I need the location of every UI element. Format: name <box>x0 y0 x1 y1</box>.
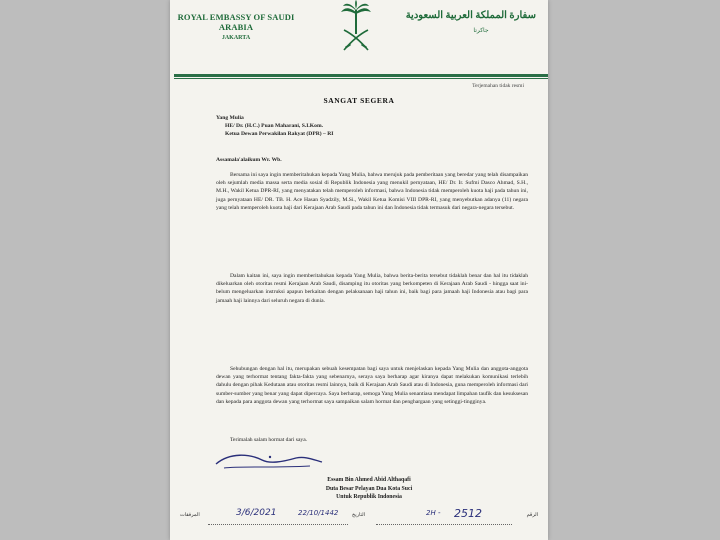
palm-swords-emblem-icon <box>336 0 376 58</box>
body-paragraph-2: Dalam kaitan ini, saya ingin memberitahukan kepada Yang Mulia, bahwa berita-berita tersebut tidaklah benar dan hal itu tidaklah dikeluarkan oleh otoritas resmi Kerajaan Arab Saudi, disamping itu otoritas yang berkompeten di Kerajaan Arab Saudi - hingga saat ini- belum mengeluarkan instruksi apapun berkaitan dengan pelaksanaan haji tahun ini, baik bagi para jamaah haji Indonesia atau bagi para jamaah haji lainnya dari seluruh negara di dunia. <box>216 273 528 304</box>
recipient-title: Ketua Dewan Perwakilan Rakyat (DPR) – RI <box>225 131 334 138</box>
date-label: التاريخ <box>352 513 365 518</box>
hijri-date: 22/10/1442 <box>298 509 339 517</box>
greeting: Assamala'alaikum Wr. Wb. <box>216 157 282 163</box>
letter-subject: SANGAT SEGERA <box>323 96 395 105</box>
embassy-city: JAKARTA <box>221 35 251 41</box>
recipient-address <box>216 114 528 139</box>
number-line <box>376 524 512 525</box>
attachments-label: المرفقات <box>180 513 200 518</box>
letter-footer <box>180 507 538 530</box>
reference-prefix: 2H - <box>426 509 441 517</box>
signer-country: Untuk Republik Indonesia <box>336 494 402 500</box>
handwritten-signature <box>210 448 330 474</box>
signer-name: Essam Bin Ahmed Abid Althaqafi <box>327 477 411 483</box>
closing-line: Terimalah salam hormat dari saya. <box>230 437 308 443</box>
letterhead-arabic <box>405 10 536 34</box>
recipient-name: HE/ Dr. (H.C.) Puan Maharani, S.I.Kom. <box>225 123 324 130</box>
embassy-city-arabic: جاكرتا <box>473 28 489 34</box>
embassy-name: ROYAL EMBASSY OF SAUDI ARABIA <box>177 12 295 32</box>
embassy-name-arabic: سفارة المملكة العربية السعودية <box>405 10 536 21</box>
number-label: الرقم <box>526 513 538 518</box>
recipient-salutation: Yang Mulia <box>216 115 244 121</box>
signer-title: Duta Besar Pelayan Dua Kota Suci <box>325 485 413 492</box>
letterhead-english <box>176 12 296 41</box>
reference-number: 2512 <box>454 507 482 520</box>
signer-block <box>170 476 548 502</box>
letter-page <box>170 0 548 540</box>
date-line <box>208 524 348 525</box>
body-paragraph-1: Bersama ini saya ingin memberitahukan kepada Yang Mulia, bahwa merujuk pada pemberitaan yang beredar yang telah disampaikan oleh sejumlah media massa serta media sosial di Republik Indonesia yang menukil pernyataan, HE/ Dr. Ir. Sufmi Dasco Ahmad, S.H., M.H., Wakil Ketua DPR-RI, yang menyatakan telah memperoleh informasi, bahwa Indonesia tidak memperoleh kuota haji pada tahun ini, juga pernyataan HE/ DR. TB. H. Ace Hasan Syadzily, M.Si., Wakil Ketua Komisi VIII DPR-RI, yang menyebutkan adanya (11) negara yang telah memperoleh kuota haji dari Kerajaan Arab Saudi pada tahun ini dan Indonesia tidak termasuk dari negara-negara tersebut. <box>216 172 528 211</box>
body-paragraph-3: Sehubungan dengan hal itu, merupakan sebuah kesempatan bagi saya untuk menjelaskan kepada Yang Mulia dan anggota-anggota dewan yang terhormat tentang fakta-fakta yang sebenarnya, seraya saya berharap agar kiranya dapat melakukan komunikasi terlebih dahulu dengan pihak Kedutaan atau otoritas resmi lainnya, baik di Kerajaan Arab Saudi atau di Indonesia, guna memperoleh informasi dari sumber-sumber yang benar yang dapat dipercaya. Saya berharap, semoga Yang Mulia senantiasa mendapat limpahan taufik dan kesuksesan dan kepada para anggota dewan yang terhormat saya sampaikan salam hormat dan penghargaan yang setinggi-tingginya. <box>216 366 528 405</box>
letterhead-divider <box>174 74 548 79</box>
translation-note: Terjemahan tidak resmi <box>472 83 524 89</box>
gregorian-date: 3/6/2021 <box>236 508 277 518</box>
